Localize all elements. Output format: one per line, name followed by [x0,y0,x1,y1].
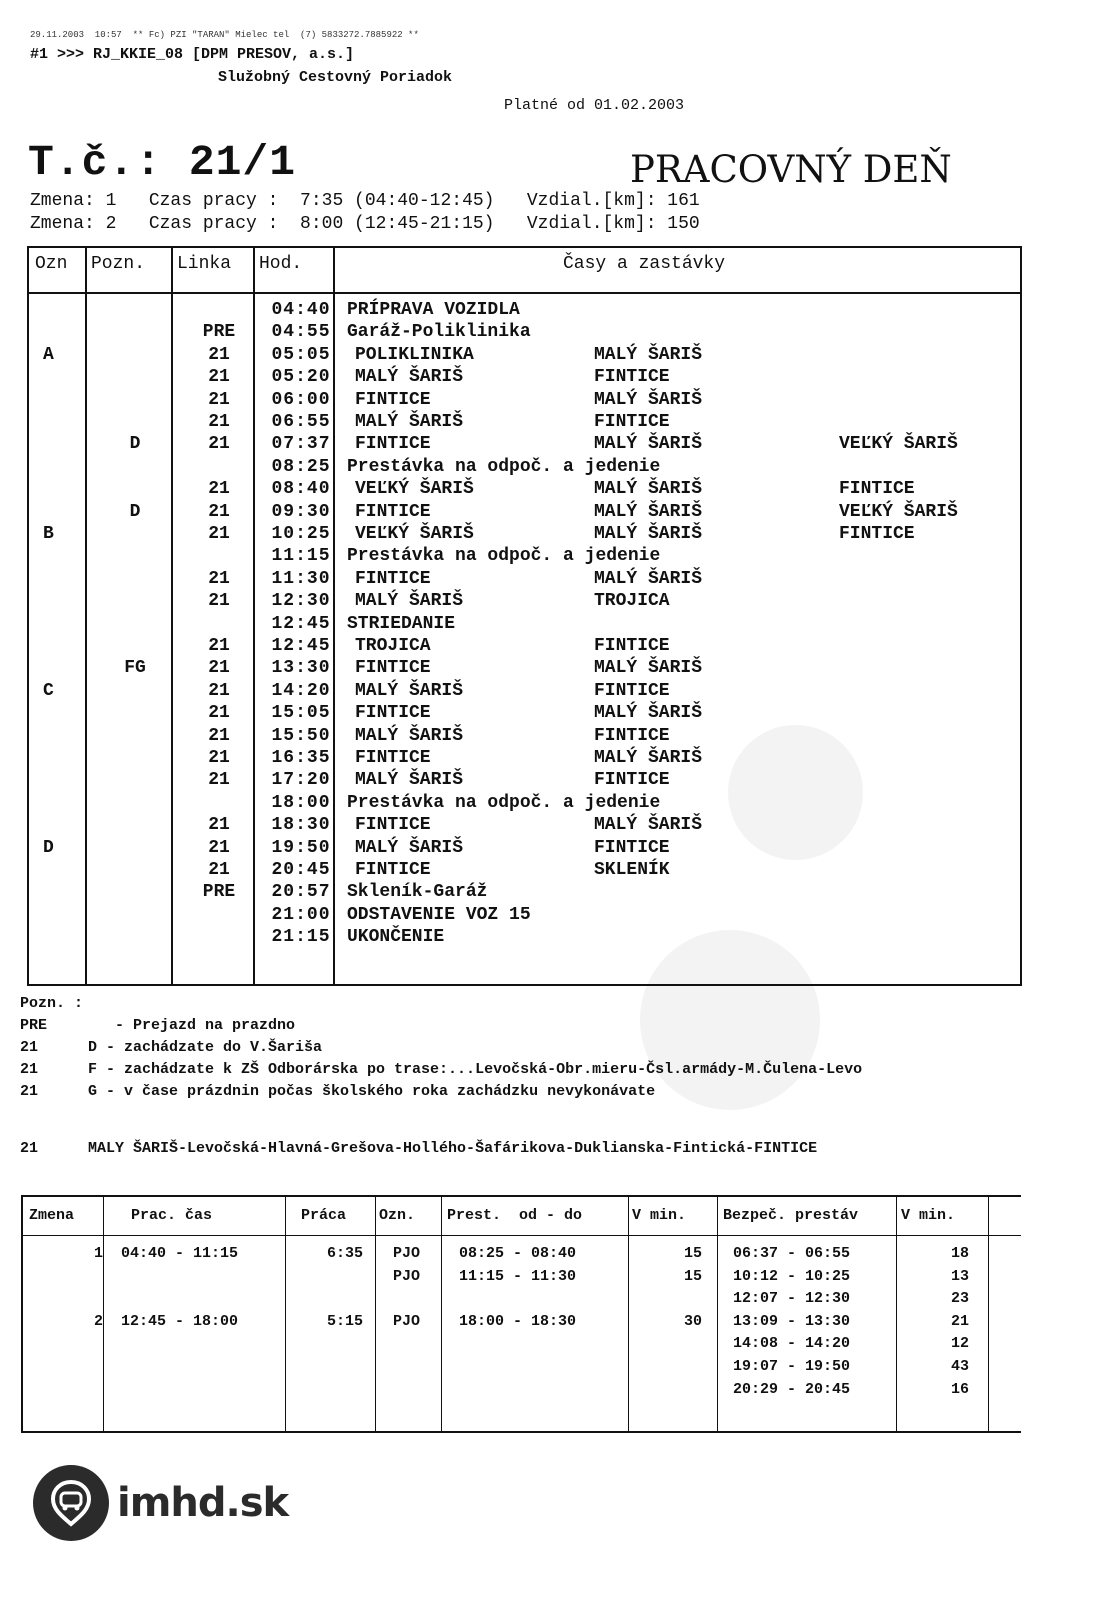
cell-hod: 06:00 [271,389,331,410]
break-row [23,1335,1023,1357]
table-row [29,927,1024,950]
bcell-bezpec: 12:07 - 12:30 [733,1290,851,1308]
cell-hod: 04:55 [271,322,331,343]
note-text: F - zachádzate k ZŠ Odborárska po trase:...Levočská-Obr.mieru-Čsl.armády-M.Čulena-Levo [88,1061,863,1078]
shift-1-info: Zmena: 1 Czas pracy : 7:35 (04:40-12:45) Vzdial.[km]: 161 [30,191,700,211]
cell-s1: POLIKLINIKA [355,344,474,365]
bcell-bezpec: 13:09 - 13:30 [733,1312,851,1330]
bcell-bezpec: 06:37 - 06:55 [733,1245,851,1262]
break-row [23,1268,1023,1290]
break-row [23,1381,1023,1403]
imhd-logo [33,1465,288,1541]
table-row [29,479,1024,502]
cell-linka: 21 [208,591,230,612]
cell-hod: 12:45 [271,613,331,634]
bheader-praca: Práca [301,1207,347,1224]
bcell-bezpec: 10:12 - 10:25 [733,1267,851,1285]
document-title: Služobný Cestovný Poriadok [218,69,453,86]
cell-hod: 05:05 [271,344,331,365]
cell-s2: MALÝ ŠARIŠ [594,389,703,410]
header-linka: Linka [177,254,232,274]
cell-s2: FINTICE [594,367,670,388]
timetable [27,246,1022,986]
cell-pozn: D [129,501,141,522]
cell-hod: 15:50 [271,725,331,746]
cell-s1: FINTICE [355,815,431,836]
cell-text: Skleník-Garáž [347,882,488,903]
table-row [29,367,1024,390]
table-row [29,882,1024,905]
bcell-prest: 11:15 - 11:30 [459,1267,577,1285]
bcell-prest: 18:00 - 18:30 [459,1312,577,1330]
cell-hod: 04:40 [271,300,331,320]
note-code: 21 [20,1061,39,1078]
cell-linka: 21 [208,434,230,455]
cell-s1: MALÝ ŠARIŠ [355,837,464,858]
bheader-prest: Prest. od - do [447,1207,583,1224]
cell-hod: 20:57 [271,882,331,903]
cell-s2: FINTICE [594,636,670,656]
cell-s2: FINTICE [594,725,670,746]
cell-s1: MALÝ ŠARIŠ [355,770,464,791]
cell-s3: VEĽKÝ ŠARIŠ [839,434,958,455]
table-row [29,905,1024,928]
cell-s1: TROJICA [355,636,431,656]
table-row [29,636,1024,659]
cell-s2: MALÝ ŠARIŠ [594,501,703,522]
table-row [29,457,1024,480]
cell-text: Prestávka na odpoč. a jedenie [347,456,661,477]
bcell-vmin2: 23 [950,1290,969,1308]
break-row [23,1358,1023,1380]
cell-s2: MALÝ ŠARIŠ [594,748,703,768]
cell-s1: FINTICE [355,434,431,455]
cell-ozn: D [43,837,54,858]
cell-s2: SKLENÍK [594,860,670,880]
table-row [29,614,1024,637]
table-row [29,726,1024,749]
cell-linka: 21 [208,412,230,432]
cell-hod: 11:15 [271,546,331,567]
bcell-vmin2: 12 [950,1335,969,1353]
cell-hod: 18:00 [271,792,331,813]
cell-linka: 21 [208,748,230,768]
cell-ozn: A [43,344,54,365]
bcell-zmena: 2 [93,1312,103,1330]
cell-linka: 21 [208,524,230,544]
header-ozn: Ozn [35,254,68,274]
bcell-vmin1: 15 [683,1267,702,1285]
table-row [29,546,1024,569]
cell-hod: 19:50 [271,837,331,858]
cell-s2: MALÝ ŠARIŠ [594,568,703,589]
bcell-vmin2: 18 [950,1245,969,1262]
cell-linka: 21 [208,636,230,656]
cell-s1: FINTICE [355,860,431,880]
cell-pozn: FG [124,658,146,679]
bcell-praca: 5:15 [326,1312,363,1330]
note-text: - Prejazd na prazdno [88,1017,296,1034]
service-number: T.č.: 21/1 [28,138,297,187]
route-id: #1 >>> RJ_KKIE_08 [DPM PRESOV, a.s.] [30,46,355,63]
cell-s2: FINTICE [594,680,670,701]
logo-text: imhd.sk [117,1480,289,1526]
cell-hod: 05:20 [271,367,331,388]
bcell-prac_cas: 12:45 - 18:00 [121,1312,239,1330]
break-row [23,1313,1023,1335]
cell-text: Garáž-Poliklinika [347,322,531,343]
shift-2-info: Zmena: 2 Czas pracy : 8:00 (12:45-21:15) Vzdial.[km]: 150 [30,214,700,234]
cell-ozn: C [43,680,54,701]
cell-linka: PRE [202,322,236,343]
break-table [21,1195,1021,1433]
cell-s1: FINTICE [355,389,431,410]
table-row [29,434,1024,457]
table-row [29,815,1024,838]
table-row [29,412,1024,435]
cell-text: PRÍPRAVA VOZIDLA [347,300,520,320]
table-row [29,591,1024,614]
cell-linka: 21 [208,815,230,836]
table-row [29,502,1024,525]
cell-ozn: B [43,524,54,544]
cell-s1: FINTICE [355,658,431,679]
bcell-vmin1: 15 [683,1245,702,1262]
bcell-bezpec: 14:08 - 14:20 [733,1335,851,1353]
header-hod: Hod. [259,254,303,274]
cell-hod: 10:25 [271,524,331,544]
cell-linka: 21 [208,860,230,880]
cell-hod: 13:30 [271,658,331,679]
cell-s3: VEĽKÝ ŠARIŠ [839,501,958,522]
day-type: PRACOVNÝ DEŇ [630,148,952,191]
table-row [29,345,1024,368]
table-row [29,838,1024,861]
cell-hod: 21:15 [271,927,331,948]
bcell-ozn: PJO [393,1267,421,1285]
cell-s2: MALÝ ŠARIŠ [594,479,703,500]
cell-s1: FINTICE [355,748,431,768]
cell-linka: 21 [208,389,230,410]
note-code: 21 [20,1039,39,1056]
table-row [29,703,1024,726]
route-note-text: MALY ŠARIŠ-Levočská-Hlavná-Grešova-Holléhо-Šafárikova-Duklianska-Fintická-FINTICE [88,1140,818,1157]
cell-s1: VEĽKÝ ŠARIŠ [355,479,474,500]
cell-pozn: D [129,434,141,455]
route-note-code: 21 [20,1140,39,1157]
bcell-zmena: 1 [93,1245,103,1262]
cell-s1: MALÝ ŠARIŠ [355,591,464,612]
cell-linka: 21 [208,837,230,858]
bcell-prest: 08:25 - 08:40 [459,1245,577,1262]
cell-s1: MALÝ ŠARIŠ [355,680,464,701]
cell-linka: 21 [208,703,230,724]
cell-hod: 15:05 [271,703,331,724]
table-row [29,569,1024,592]
bcell-prac_cas: 04:40 - 11:15 [121,1245,239,1262]
bcell-vmin2: 16 [950,1380,969,1398]
cell-s2: MALÝ ŠARIŠ [594,344,703,365]
bcell-bezpec: 19:07 - 19:50 [733,1358,851,1375]
cell-hod: 21:00 [271,904,331,925]
note-code: PRE [20,1017,48,1034]
note-text: D - zachádzate do V.Šariša [88,1039,323,1056]
cell-linka: 21 [208,344,230,365]
cell-linka: 21 [208,367,230,388]
note-code: 21 [20,1083,39,1100]
table-row [29,748,1024,771]
cell-text: STRIEDANIE [347,613,456,634]
cell-s2: MALÝ ŠARIŠ [594,815,703,836]
cell-hod: 12:45 [271,636,331,656]
bcell-praca: 6:35 [326,1245,363,1262]
cell-s3: FINTICE [839,479,915,500]
cell-linka: 21 [208,658,230,679]
cell-hod: 08:25 [271,456,331,477]
cell-linka: 21 [208,501,230,522]
fax-header-line: 29.11.2003 10:57 ** Fc) PZI "TARAN" Mielec tel (7) 5833272.7885922 ** [30,30,419,40]
table-row [29,300,1024,323]
cell-hod: 06:55 [271,412,331,432]
cell-s1: FINTICE [355,703,431,724]
bcell-bezpec: 20:29 - 20:45 [733,1380,851,1398]
cell-s2: MALÝ ŠARIŠ [594,524,703,544]
table-row [29,322,1024,345]
break-row [23,1245,1023,1267]
cell-s1: FINTICE [355,501,431,522]
header-casy: Časy a zastávky [563,254,726,274]
bcell-ozn: PJO [393,1312,421,1330]
bheader-ozn: Ozn. [379,1207,416,1224]
bheader-zmena: Zmena [29,1207,75,1224]
cell-hod: 20:45 [271,860,331,880]
cell-hod: 14:20 [271,680,331,701]
bcell-vmin1: 30 [683,1312,702,1330]
cell-linka: PRE [202,882,236,903]
cell-s1: MALÝ ŠARIŠ [355,367,464,388]
cell-s2: FINTICE [594,412,670,432]
cell-hod: 12:30 [271,591,331,612]
cell-linka: 21 [208,479,230,500]
table-row [29,681,1024,704]
table-row [29,860,1024,883]
cell-s3: FINTICE [839,524,915,544]
cell-linka: 21 [208,725,230,746]
break-row [23,1290,1023,1312]
cell-text: ODSTAVENIE VOZ 15 [347,904,531,925]
cell-s2: TROJICA [594,591,670,612]
table-row [29,390,1024,413]
cell-text: Prestávka na odpoč. a jedenie [347,792,661,813]
cell-hod: 09:30 [271,501,331,522]
table-row [29,658,1024,681]
cell-linka: 21 [208,770,230,791]
cell-s2: MALÝ ŠARIŠ [594,703,703,724]
bus-pin-icon [33,1465,109,1541]
cell-linka: 21 [208,568,230,589]
cell-s1: MALÝ ŠARIŠ [355,725,464,746]
cell-linka: 21 [208,680,230,701]
cell-s2: MALÝ ŠARIŠ [594,434,703,455]
notes-title: Pozn. : [20,995,84,1012]
bcell-vmin2: 43 [950,1358,969,1375]
bcell-vmin2: 21 [950,1312,969,1330]
cell-hod: 08:40 [271,479,331,500]
cell-text: Prestávka na odpoč. a jedenie [347,546,661,567]
cell-s1: VEĽKÝ ŠARIŠ [355,524,474,544]
bheader-prac-cas: Prac. čas [131,1207,213,1224]
bheader-vmin1: V min. [632,1207,687,1224]
cell-hod: 16:35 [271,748,331,768]
header-pozn: Pozn. [91,254,146,274]
cell-s2: FINTICE [594,770,670,791]
table-row [29,793,1024,816]
bcell-ozn: PJO [393,1245,421,1262]
cell-text: UKONČENIE [347,927,445,948]
table-row [29,770,1024,793]
bheader-vmin2: V min. [901,1207,956,1224]
cell-hod: 18:30 [271,815,331,836]
cell-s2: FINTICE [594,837,670,858]
valid-from: Platné od 01.02.2003 [504,97,685,114]
cell-hod: 11:30 [271,568,331,589]
cell-hod: 17:20 [271,770,331,791]
table-row [29,524,1024,547]
cell-s1: MALÝ ŠARIŠ [355,412,464,432]
cell-s2: MALÝ ŠARIŠ [594,658,703,679]
bheader-bezpec: Bezpeč. prestáv [723,1207,859,1224]
note-text: G - v čase prázdnin počas školského roka zachádzku nevykonávate [88,1083,656,1100]
bcell-vmin2: 13 [950,1267,969,1285]
cell-hod: 07:37 [271,434,331,455]
cell-s1: FINTICE [355,568,431,589]
